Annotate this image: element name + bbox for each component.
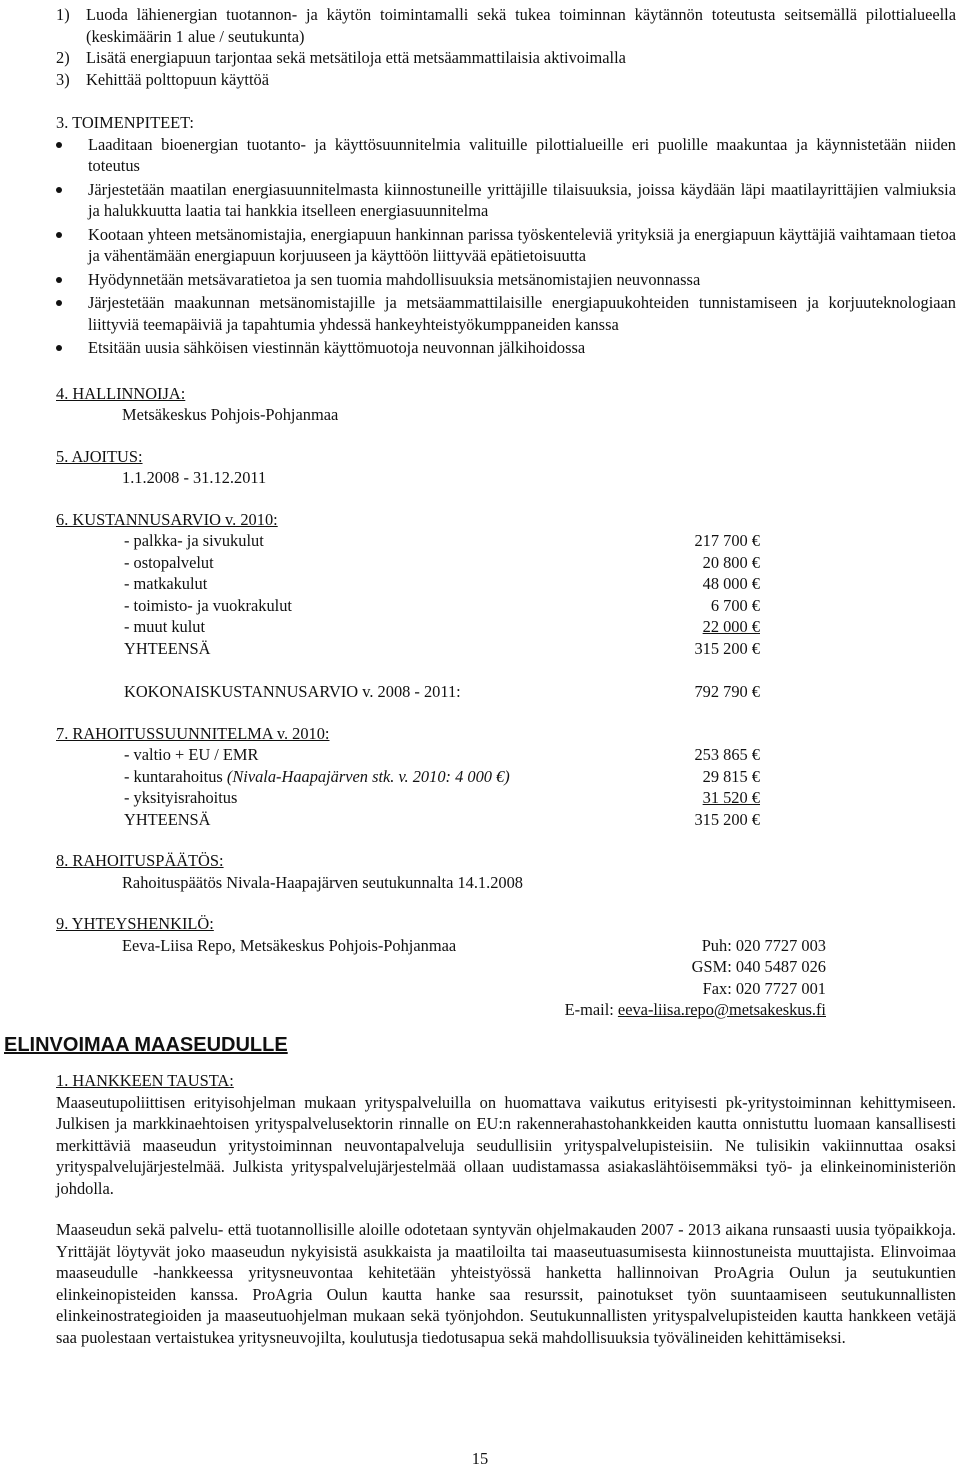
bullet-icon [56,232,62,238]
grand-total-row: KOKONAISKUSTANNUSARVIO v. 2008 - 2011: 792 790 € [124,682,760,701]
bullet-icon [56,277,62,283]
section-rahoitussuunnitelma [56,723,956,831]
funding-row: - yksityisrahoitus 31 520 € [124,788,760,807]
bullet-icon [56,300,62,306]
contact-phone: Puh: 020 7727 003 [701,935,826,955]
bullet-icon [56,187,62,193]
page-title: ELINVOIMAA MAASEUDULLE [4,1033,288,1056]
list-item: Järjestetään maatilan energiasuunnitelmasta kiinnostuneille yrittäjille tilaisuuksia, joissa käydään läpi maatilayrittäjien valmiuksia ja halukkuutta laatia tai hankkia itselleen energiasuunnitelma [56,179,956,222]
page-number: 15 [471,1449,489,1468]
measures-list [56,134,956,359]
list-item: Kootaan yhteen metsänomistajia, energiapuun hankinnan parissa työskenteleviä yrityksiä ja energiapuun käyttäjiä vaihtamaan tietoa ja vähentämään energiapuun korjuuseen ja käyttöön liittyvää epätietoisuutta [56,224,956,267]
email-link[interactable]: eeva-liisa.repo@metsakeskus.fi [617,1000,826,1019]
section-value: Rahoituspäätös Nivala-Haapajärven seutukunnalta 14.1.2008 [122,872,524,892]
list-item: 1) Luoda lähienergian tuotannon- ja käytön toimintamalli sekä tukea toiminnan käytännön toteutusta seitsemällä pilottialueella (keskimäärin 1 alue / seutukunta) [56,5,956,46]
section-value: 1.1.2008 - 31.12.2011 [122,468,267,487]
section-rahoituspaatos [56,850,956,893]
cost-row: - toimisto- ja vuokrakulut 6 700 € [124,595,760,615]
section-hallinnoija [56,383,956,426]
cost-row: - muut kulut 22 000 € [124,617,760,636]
section-heading-toimenpiteet: 3. TOIMENPITEET: [56,113,194,132]
section-heading: 8. RAHOITUSPÄÄTÖS: [56,851,224,870]
list-item: Etsitään uusia sähköisen viestinnän käyttömuotoja neuvonnan jälkihoidossa [56,337,956,359]
list-item: 2) Lisätä energiapuun tarjontaa sekä metsätiloja että metsäammattilaisia aktivoimalla [56,48,626,67]
cost-row: - palkka- ja sivukulut 217 700 € [124,531,760,550]
contact-row [56,935,826,957]
paragraph: Maaseutupoliittisen erityisohjelman mukaan yrityspalveluilla on huomattava vaikutus erityisesti pk-yritystoiminnan kehittymiseen. Julkisen ja markkinaehtoisen yrityspalvelusektorin rinnalle on EU:n rakennerahastohankkeiden kautta onnistuttu luomaan kansallisesti merkittäviä maaseudun yritystoiminnan neuvontapalveluja seudullisiin yrityspalvelupisteisiin. Ne tulisikin vakiinnuttaa osaksi yrityspalvelujärjestelmää. Julkista yrityspalvelujärjestelmää ollaan uudistamassa asiakaslähtöisemmäksi työ- ja elinkeinoministeriön johdolla. [56,1092,956,1198]
section-heading: 7. RAHOITUSSUUNNITELMA v. 2010: [56,723,330,743]
section-heading: 4. HALLINNOIJA: [56,383,186,403]
section-heading: 1. HANKKEEN TAUSTA: [56,1071,234,1090]
funding-row: - valtio + EU / EMR 253 865 € [124,745,760,764]
contact-email: E-mail: eeva-liisa.repo@metsakeskus.fi [564,1000,826,1019]
contact-fax: Fax: 020 7727 001 [702,978,826,998]
section-kustannusarvio [56,509,956,703]
objectives-list [56,4,956,90]
cost-row: - matkakulut 48 000 € [124,574,760,593]
contact-gsm: GSM: 040 5487 026 [691,957,826,976]
cost-total-row: YHTEENSÄ 315 200 € [124,638,760,658]
section-ajoitus [56,446,956,489]
funding-row: - kuntarahoitus (Nivala-Haapajärven stk. v. 2010: 4 000 €) 29 815 € [124,766,760,786]
section-heading: 5. AJOITUS: [56,446,143,466]
funding-total-row: YHTEENSÄ 315 200 € [124,809,760,829]
cost-row: - ostopalvelut 20 800 € [124,552,760,572]
section-yhteyshenkilo [56,913,956,1021]
section-value: Metsäkeskus Pohjois-Pohjanmaa [122,405,339,424]
section-heading: 6. KUSTANNUSARVIO v. 2010: [56,509,278,529]
contact-name: Eeva-Liisa Repo, Metsäkeskus Pohjois-Pohjanmaa [122,935,457,955]
list-item: Järjestetään maakunnan metsänomistajille ja metsäammattilaisille energiapuukohteiden tunnistamiseen ja korjuuteknologiaan liittyviä teemapäiviä ja tapahtumia yhdessä hankeyhteistyökumppaneiden kanssa [56,292,956,335]
paragraph: Maaseudun sekä palvelu- että tuotannollisille aloille odotetaan syntyvän ohjelmakauden 2007 - 2013 aikana runsaasti uusia työpaikkoja. Yrittäjät löytyvät joko maaseudun nykyisistä asukkaista ja maatiloilta tai maaseutuasumisesta kiinnostuneista muuttajista. Elinvoimaa maaseudulle -hankkeessa yritysneuvontaa kehitetään yhteistyössä hanketta hallinnoivan ProAgria Oulun ja seutukuntien elinkeinopisteiden kanssa. ProAgria Oulun kautta hanke saa resurssit, painotukset työn suuntaamiseen seutukunnallisten elinkeinostrategioiden ja maaseutuohjelman mukaan sekä työnjohdon. Seutukunnallisten yrityspalvelupisteiden kautta hankkeen vetäjä saa puolestaan vertaistukea yritysneuvojilta, koulutusja tiedotusapua sekä mahdollisuuksia työvälineiden kehittämiseksi. [56,1220,956,1347]
bullet-icon [56,345,62,351]
list-item: 3) Kehittää polttopuun käyttöä [56,69,269,89]
section-heading: 9. YHTEYSHENKILÖ: [56,914,214,933]
list-item: Laaditaan bioenergian tuotanto- ja käyttösuunnitelmia valituille pilottialueille eri puolille maakuntaa ja käynnistetään niiden toteutus [56,134,956,177]
list-item: Hyödynnetään metsävaratietoa ja sen tuomia mahdollisuuksia metsänomistajien neuvonnassa [56,269,956,291]
bullet-icon [56,142,62,148]
